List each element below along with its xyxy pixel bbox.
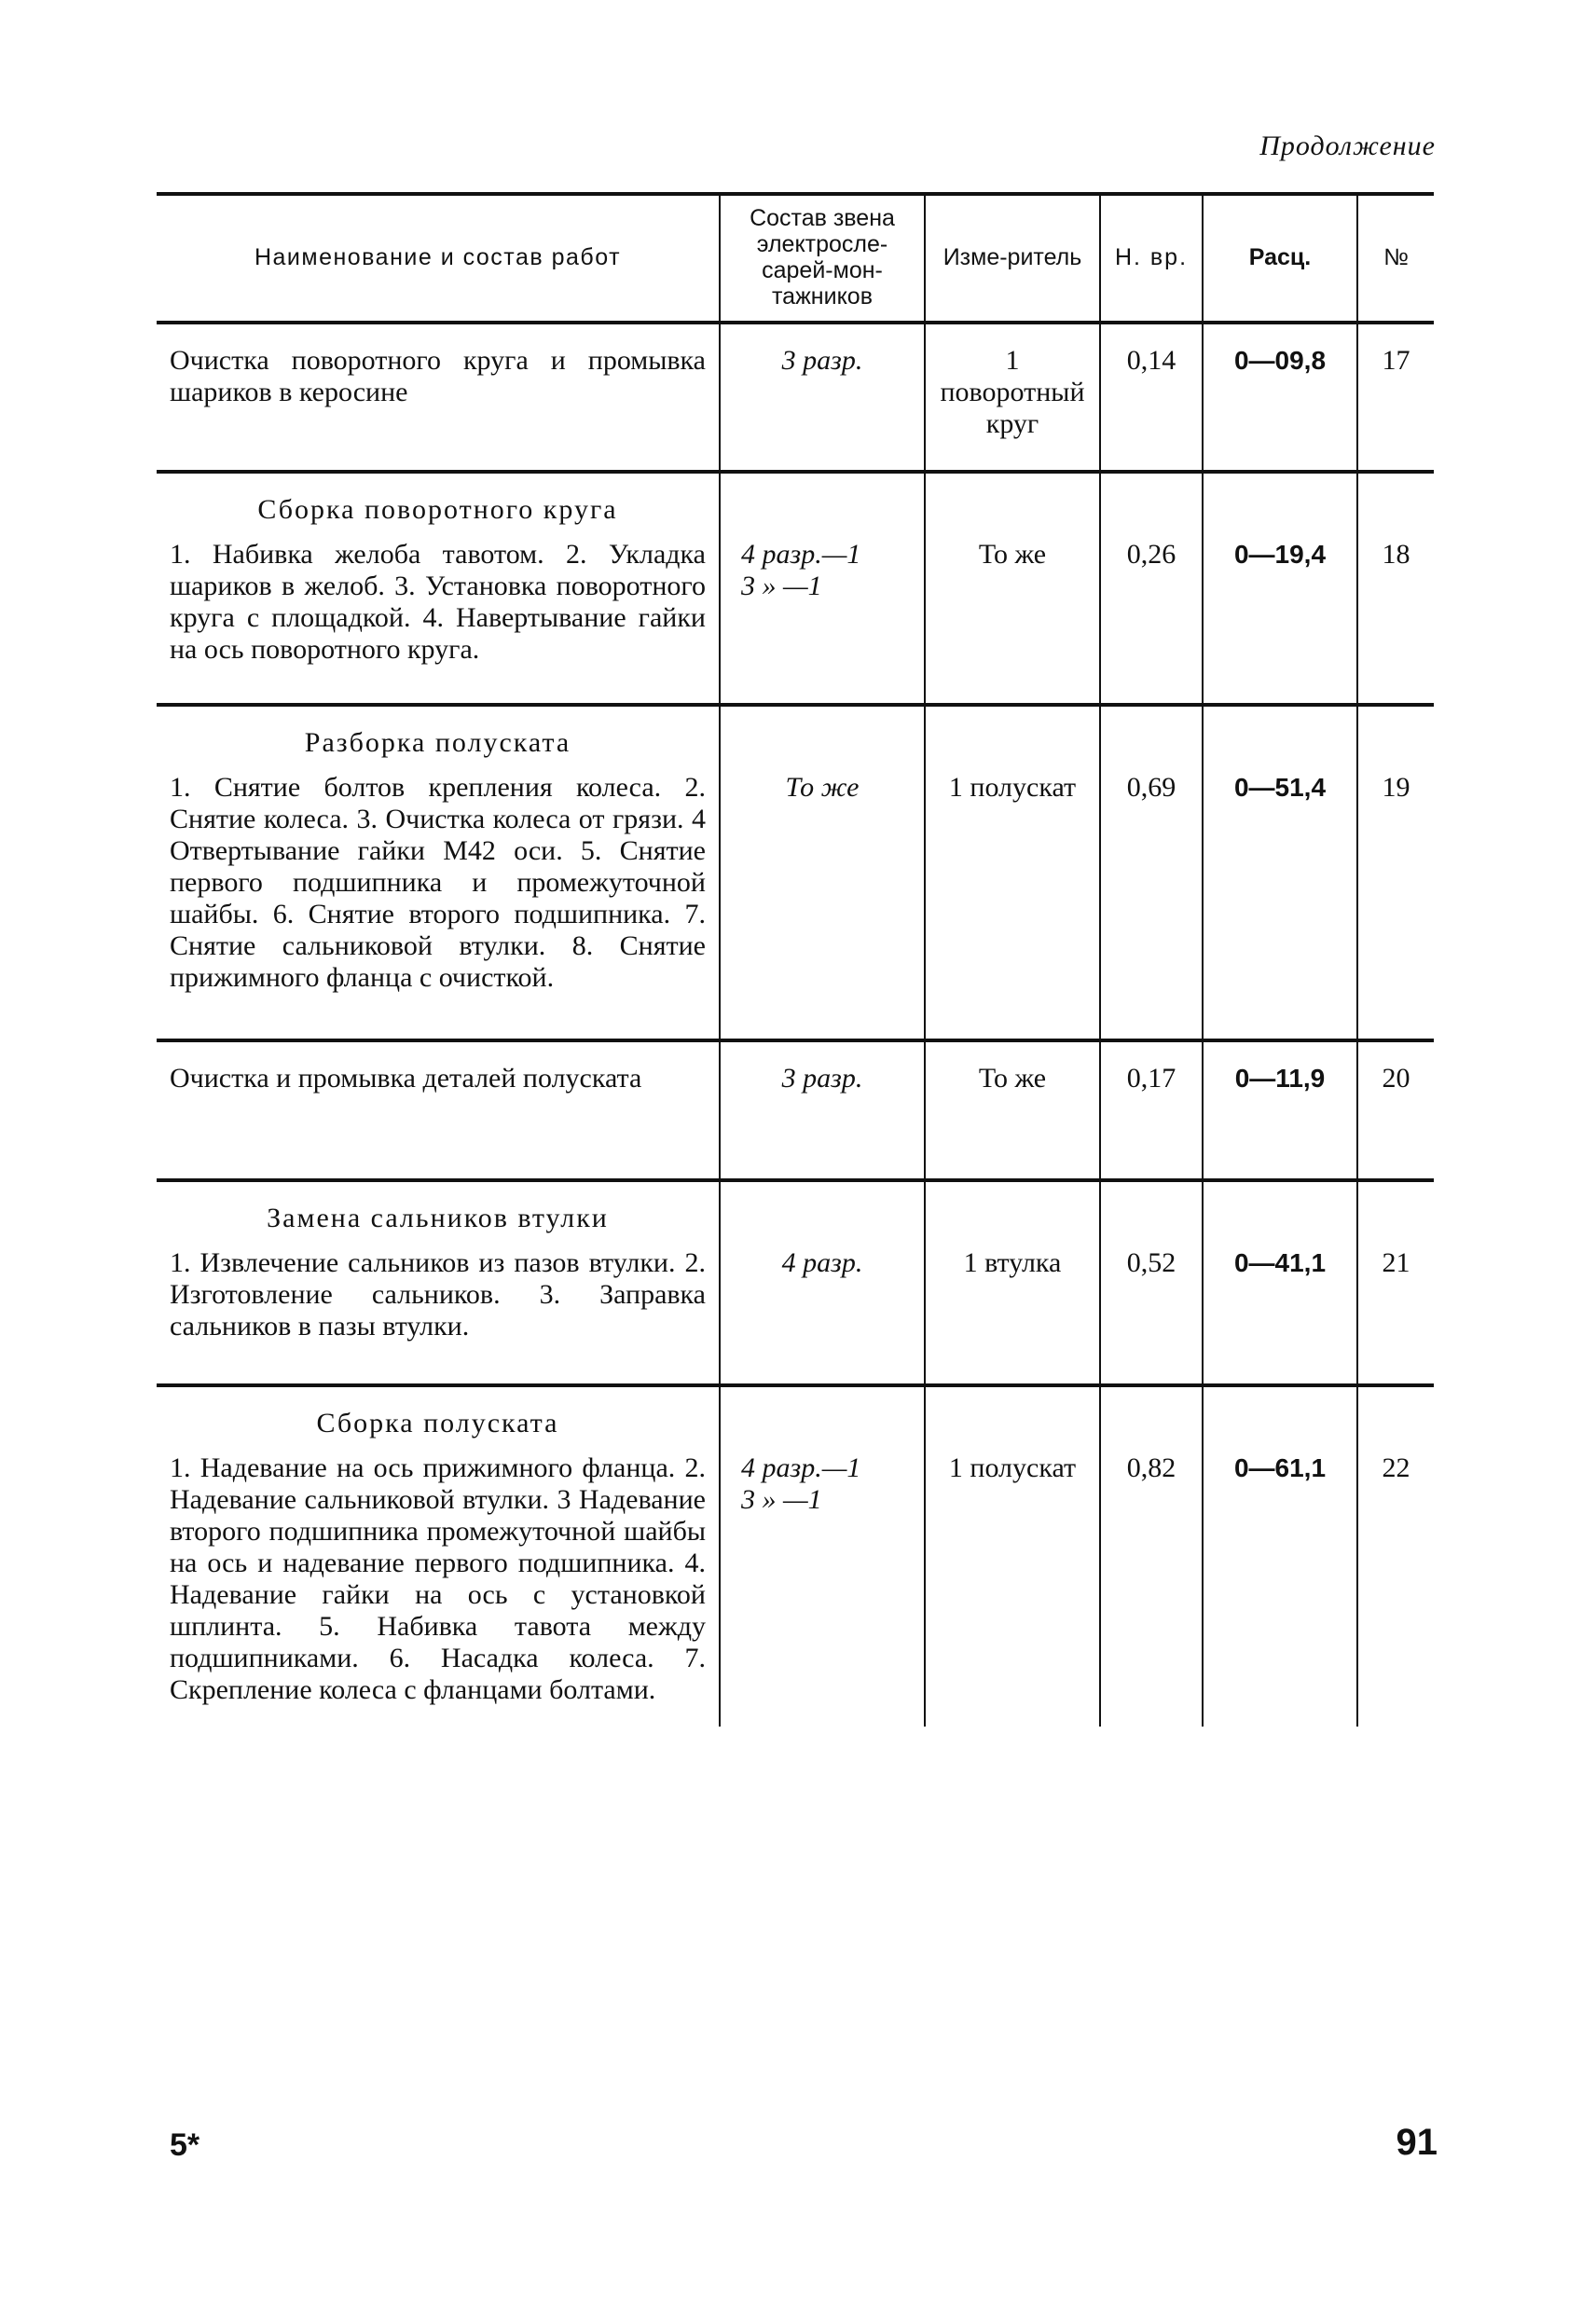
crew-line: 3 » —1 <box>741 571 822 601</box>
table-row <box>157 1180 1434 1385</box>
norm-cell: 0,14 <box>1100 323 1203 472</box>
crew-line: 4 разр. <box>781 1247 863 1278</box>
norm-cell: 0,17 <box>1100 1040 1203 1180</box>
work-cell <box>157 1180 720 1385</box>
rate-cell: 0—51,4 <box>1203 705 1357 1040</box>
header-rate: Расц. <box>1203 194 1357 323</box>
measure-cell: 1 поворотный круг <box>925 323 1100 472</box>
header-work: Наименование и состав работ <box>157 194 720 323</box>
measure-cell: То же <box>925 1040 1100 1180</box>
row-number-cell: 17 <box>1357 323 1434 472</box>
work-title: Сборка поворотного круга <box>257 494 618 525</box>
row-number-cell: 20 <box>1357 1040 1434 1180</box>
measure-cell: 1 полускат <box>925 705 1100 1040</box>
signature-mark: 5* <box>170 2127 200 2163</box>
rate-cell: 0—09,8 <box>1203 323 1357 472</box>
crew-cell <box>720 1385 925 1727</box>
header-norm: Н. вр. <box>1100 194 1203 323</box>
header-no: № <box>1357 194 1434 323</box>
crew-line: 3 разр. <box>781 345 863 376</box>
crew-cell <box>720 705 925 1040</box>
table-row <box>157 1385 1434 1727</box>
crew-line: 4 разр.—1 <box>741 1452 861 1483</box>
row-number-cell: 21 <box>1357 1180 1434 1385</box>
work-cell <box>157 323 720 472</box>
work-description: 1. Набивка желоба тавотом. 2. Укладка шариков в желоб. 3. Установка поворотного круга с площадкой. 4. Навертывание гайки на ось поворотного круга. <box>170 539 706 665</box>
rate-cell: 0—19,4 <box>1203 472 1357 705</box>
rate-cell: 0—41,1 <box>1203 1180 1357 1385</box>
norm-cell: 0,52 <box>1100 1180 1203 1385</box>
rate-cell: 0—11,9 <box>1203 1040 1357 1180</box>
work-description: Очистка и промывка деталей полуската <box>170 1063 642 1094</box>
crew-line: 3 разр. <box>781 1063 863 1094</box>
row-number-cell: 22 <box>1357 1385 1434 1727</box>
work-description: 1. Снятие болтов крепления колеса. 2. Снятие колеса. 3. Очистка колеса от грязи. 4 Отвертывание гайки М42 оси. 5. Снятие первого подшипника и промежуточной шайбы. 6. Снятие второго подшипника. 7. Снятие сальниковой втулки. 8. Снятие прижимного фланца с очисткой. <box>170 772 706 993</box>
work-cell <box>157 472 720 705</box>
work-cell <box>157 1385 720 1727</box>
norm-cell: 0,26 <box>1100 472 1203 705</box>
continuation-label: Продолжение <box>1259 131 1436 161</box>
table-row <box>157 323 1434 472</box>
crew-cell <box>720 1040 925 1180</box>
work-description: Очистка поворотного круга и промывка шариков в керосине <box>170 345 706 407</box>
table-row <box>157 705 1434 1040</box>
crew-line: То же <box>785 772 860 803</box>
work-title: Замена сальников втулки <box>267 1203 609 1233</box>
page-number: 91 <box>1396 2122 1438 2163</box>
work-cell <box>157 1040 720 1180</box>
norm-cell: 0,69 <box>1100 705 1203 1040</box>
work-description: 1. Извлечение сальников из пазов втулки. 2. Изготовление сальников. 3. Заправка сальников в пазы втулки. <box>170 1247 706 1342</box>
measure-cell: 1 втулка <box>925 1180 1100 1385</box>
rate-cell: 0—61,1 <box>1203 1385 1357 1727</box>
norm-cell: 0,82 <box>1100 1385 1203 1727</box>
work-title: Разборка полуската <box>304 727 571 758</box>
crew-cell <box>720 1180 925 1385</box>
measure-cell: 1 полускат <box>925 1385 1100 1727</box>
measure-cell: То же <box>925 472 1100 705</box>
table-row <box>157 472 1434 705</box>
header-measure: Изме-ритель <box>925 194 1100 323</box>
work-title: Сборка полуската <box>316 1408 559 1438</box>
crew-line: 4 разр.—1 <box>741 539 861 570</box>
crew-cell <box>720 472 925 705</box>
crew-cell <box>720 323 925 472</box>
row-number-cell: 18 <box>1357 472 1434 705</box>
crew-line: 3 » —1 <box>741 1484 822 1515</box>
work-description: 1. Надевание на ось прижимного фланца. 2. Надевание сальниковой втулки. 3 Надевание второго подшипника промежуточной шайбы на ось и надевание первого подшипника. 4. Надевание гайки на ось с установкой шплинта. 5. Набивка тавота между подшипниками. 6. Насадка колеса. 7. Скрепление колеса с фланцами болтами. <box>170 1452 706 1705</box>
work-cell <box>157 705 720 1040</box>
table-row <box>157 1040 1434 1180</box>
header-crew: Состав звена электросле-сарей-мон-тажников <box>720 194 925 323</box>
row-number-cell: 19 <box>1357 705 1434 1040</box>
table-header-row <box>157 194 1434 323</box>
norms-table <box>157 192 1434 1727</box>
